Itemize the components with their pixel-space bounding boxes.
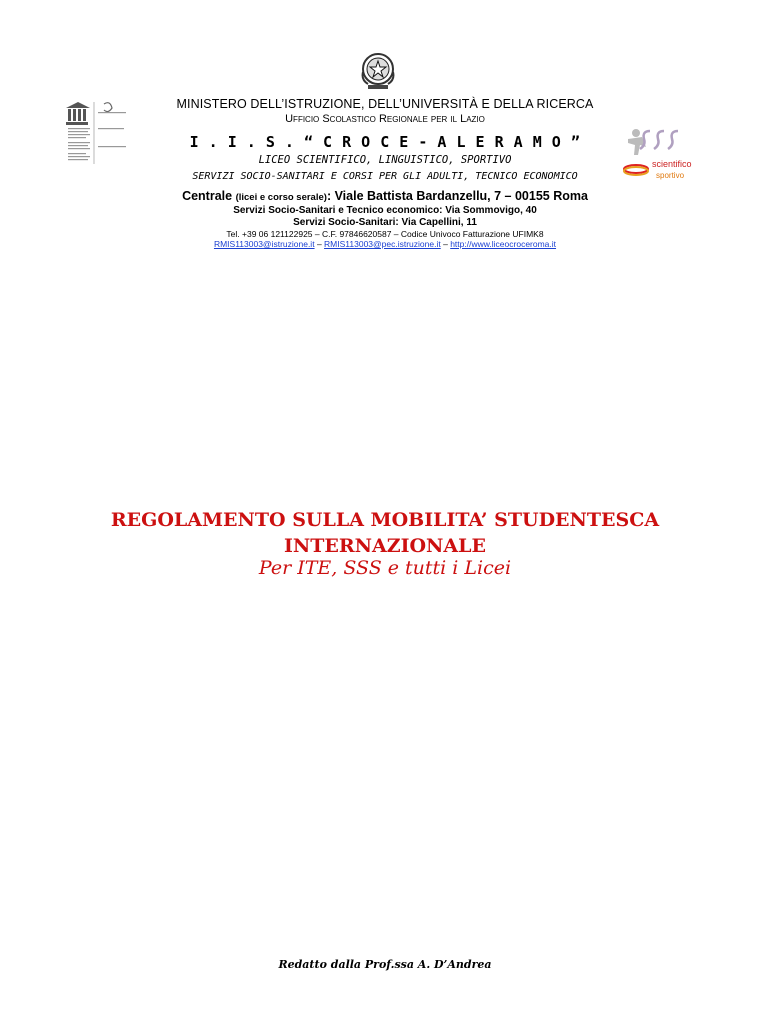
- school-name: I . I . S . “ C R O C E - A L E R A M O ”: [189, 133, 581, 151]
- ufficio-scolastico: Ufficio Scolastico Regionale per il Lazio: [285, 113, 485, 125]
- document-title: [0, 507, 770, 559]
- ministry-heading: MINISTERO DELL’ISTRUZIONE, DELL’UNIVERSITÀ E DELLA RICERCA: [176, 97, 594, 111]
- title-line-2: INTERNAZIONALE: [283, 535, 487, 557]
- email-istruzione-link[interactable]: RMIS113003@istruzione.it: [213, 239, 315, 249]
- contact-info: Tel. +39 06 121122925 – C.F. 97846620587 – Codice Univoco Fatturazione UFIMK8: [226, 229, 544, 239]
- email-pec-link[interactable]: RMIS113003@pec.istruzione.it: [324, 239, 441, 249]
- sport-logo-text-2: sportivo: [656, 171, 685, 180]
- contact-links: [0, 239, 770, 249]
- servizi-courses: SERVIZI SOCIO-SANITARI E CORSI PER GLI ADULTI, TECNICO ECONOMICO: [192, 171, 578, 182]
- centrale-address: [0, 189, 770, 203]
- document-author: Redatto dalla Prof.ssa A. D’Andrea: [278, 958, 492, 971]
- liceo-courses: LICEO SCIENTIFICO, LINGUISTICO, SPORTIVO: [258, 154, 512, 166]
- document-subtitle: Per ITE, SSS e tutti i Licei: [258, 557, 512, 579]
- link-separator: –: [443, 239, 448, 249]
- centrale-label: Centrale: [182, 189, 233, 203]
- title-line-1: REGOLAMENTO SULLA MOBILITA’ STUDENTESCA: [110, 509, 660, 531]
- italian-republic-emblem-icon: [358, 50, 398, 92]
- centrale-note: (licei e corso serale): [235, 192, 327, 203]
- centrale-street: : Viale Battista Bardanzellu, 7 – 00155 Roma: [326, 189, 588, 203]
- link-separator: –: [316, 239, 322, 249]
- website-link[interactable]: http://www.liceocroceroma.it: [450, 239, 557, 249]
- sport-logo-text-1: scientifico: [652, 159, 692, 169]
- sede-sommovigo: Servizi Socio-Sanitari e Tecnico economico: Via Sommovigo, 40: [233, 205, 537, 216]
- sede-capellini: Servizi Socio-Sanitari: Via Capellini, 11: [293, 217, 477, 228]
